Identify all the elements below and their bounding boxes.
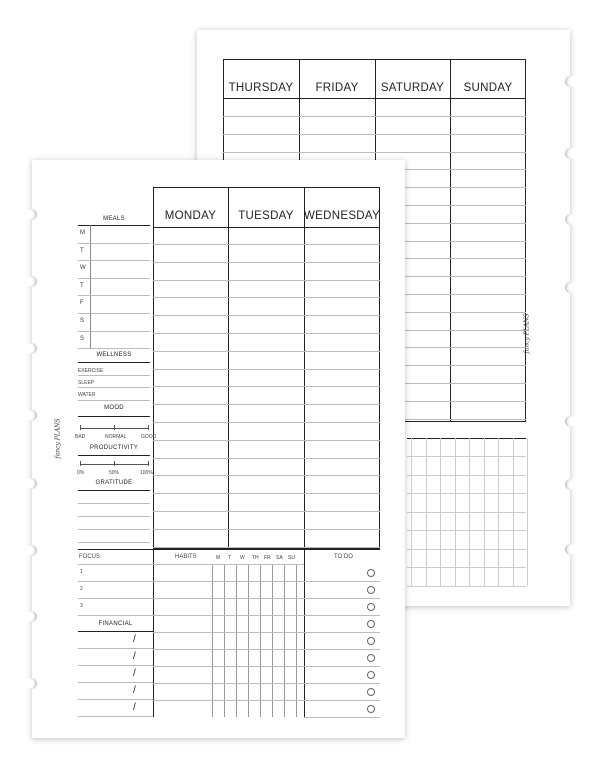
day-header-thursday: THURSDAY — [228, 82, 294, 94]
todo-title: TO DO — [334, 554, 353, 560]
todo-line — [304, 700, 380, 701]
binder-hole — [23, 410, 37, 421]
financial-slash: / — [133, 634, 136, 645]
binder-hole — [23, 678, 37, 689]
productivity-title: PRODUCTIVITY — [89, 445, 139, 451]
meal-row-line — [78, 313, 150, 314]
focus-number-3: 3 — [80, 603, 83, 609]
habit-row-line — [153, 564, 304, 565]
ruled-line — [153, 351, 380, 352]
binder-hole — [565, 479, 579, 490]
ruled-line — [223, 116, 526, 117]
wellness-sleep: SLEEP — [78, 380, 95, 386]
ruled-line — [153, 475, 380, 476]
meal-day-letter: S — [80, 335, 85, 342]
ruled-line — [153, 369, 380, 370]
binder-hole — [565, 416, 579, 427]
financial-line — [78, 648, 153, 649]
grid-line — [407, 475, 526, 476]
productivity-100: 100% — [140, 470, 153, 476]
productivity-0: 0% — [77, 470, 85, 476]
wellness-title: WELLNESS — [96, 352, 132, 358]
habit-column-line — [260, 564, 261, 717]
habit-row-line — [153, 700, 304, 701]
ruled-line — [223, 134, 526, 135]
focus-number-1: 1 — [80, 569, 83, 575]
grid-line — [407, 456, 526, 457]
grid-line — [527, 438, 528, 586]
mood-title: MOOD — [104, 405, 124, 411]
meal-day-letter: F — [80, 300, 84, 307]
ruled-line — [223, 152, 526, 153]
gratitude-line — [78, 542, 150, 543]
meal-row-line — [78, 295, 150, 296]
meal-day-letter: T — [80, 282, 84, 289]
habit-row-line — [153, 615, 304, 616]
ruled-line — [153, 315, 380, 316]
ruled-line — [153, 297, 380, 298]
meal-row-line — [78, 243, 150, 244]
grid-line — [407, 493, 526, 494]
habit-day-label: SA — [276, 555, 283, 561]
binder-hole — [565, 544, 579, 555]
habits-title: HABITS — [175, 554, 197, 560]
habit-day-label: T — [228, 555, 232, 561]
meal-day-letter: T — [80, 247, 84, 254]
ruled-line — [153, 404, 380, 405]
habit-row-line — [153, 581, 304, 582]
meal-row-line — [78, 331, 150, 332]
binder-hole — [23, 276, 37, 287]
meal-day-letter: S — [80, 318, 85, 324]
day-header-tuesday: TUESDAY — [238, 210, 294, 222]
habit-day-label: M — [216, 555, 221, 561]
habit-column-line — [272, 564, 273, 717]
day-header-friday: FRIDAY — [315, 82, 359, 94]
binder-hole — [565, 282, 579, 293]
financial-slash: / — [133, 685, 136, 696]
ruled-line — [153, 547, 380, 548]
todo-checkbox — [367, 620, 375, 628]
financial-title: FINANCIAL — [98, 621, 133, 627]
habit-row-line — [153, 649, 304, 650]
mood-good: GOOD — [141, 434, 157, 440]
habit-day-label: SU — [288, 555, 295, 561]
meal-day-letter: M — [80, 230, 85, 236]
day-header-monday: MONDAY — [164, 210, 217, 222]
habit-column-line — [236, 564, 237, 717]
financial-line — [78, 699, 153, 700]
ruled-line — [153, 529, 380, 530]
habit-column-line — [212, 564, 213, 717]
todo-line — [304, 632, 380, 633]
binder-hole — [23, 343, 37, 354]
todo-checkbox — [367, 654, 375, 662]
ruled-line — [153, 458, 380, 459]
todo-line — [304, 615, 380, 616]
meal-row-line — [78, 278, 150, 279]
ruled-line — [153, 386, 380, 387]
habit-day-label: FR — [264, 555, 271, 561]
binder-hole — [565, 76, 579, 87]
binder-hole — [23, 209, 37, 220]
habit-row-line — [153, 598, 304, 599]
habit-day-label: TH — [252, 555, 259, 561]
todo-checkbox — [367, 569, 375, 577]
grid-line — [407, 567, 526, 568]
todo-checkbox — [367, 637, 375, 645]
todo-checkbox — [367, 688, 375, 696]
day-header-wednesday: WEDNESDAY — [304, 210, 380, 222]
habit-row-line — [153, 666, 304, 667]
financial-slash: / — [133, 702, 136, 713]
ruled-line — [153, 244, 380, 245]
todo-line — [304, 683, 380, 684]
binder-hole — [565, 148, 579, 159]
gratitude-line — [78, 516, 150, 517]
fancy-plans-logo: fancy PLANS — [54, 418, 62, 459]
meals-title: MEALS — [103, 216, 125, 222]
ruled-line — [153, 333, 380, 334]
meal-row-line — [78, 260, 150, 261]
habit-column-line — [296, 564, 297, 717]
ruled-line — [153, 511, 380, 512]
todo-checkbox — [367, 586, 375, 594]
financial-line — [78, 682, 153, 683]
fancy-plans-logo: fancy PLANS — [523, 313, 531, 354]
day-header-sunday: SUNDAY — [463, 82, 513, 94]
mood-bad: BAD — [75, 434, 86, 440]
financial-line — [78, 665, 153, 666]
binder-hole — [23, 478, 37, 489]
binder-hole — [565, 214, 579, 225]
binder-hole — [23, 545, 37, 556]
meal-day-letter: W — [80, 265, 86, 272]
todo-line — [304, 717, 380, 718]
grid-line — [407, 512, 526, 513]
focus-number-2: 2 — [80, 586, 83, 592]
todo-checkbox — [367, 603, 375, 611]
front-planner-page — [32, 160, 405, 738]
ruled-line — [153, 493, 380, 494]
todo-checkbox — [367, 705, 375, 713]
productivity-50: 50% — [109, 470, 120, 476]
gratitude-line — [78, 529, 150, 530]
ruled-line — [153, 262, 380, 263]
todo-line — [304, 649, 380, 650]
todo-line — [304, 598, 380, 599]
ruled-line — [153, 440, 380, 441]
habit-day-label: W — [240, 555, 245, 561]
habit-column-line — [284, 564, 285, 717]
todo-line — [304, 666, 380, 667]
wellness-water: WATER — [78, 392, 96, 398]
financial-line — [78, 716, 153, 717]
financial-slash: / — [133, 668, 136, 679]
habit-row-line — [153, 683, 304, 684]
todo-checkbox — [367, 671, 375, 679]
gratitude-title: GRATITUDE — [95, 480, 133, 486]
todo-line — [304, 581, 380, 582]
grid-line — [407, 549, 526, 550]
ruled-line — [153, 280, 380, 281]
financial-slash: / — [133, 651, 136, 662]
gratitude-line — [78, 503, 150, 504]
wellness-exercise: EXERCISE — [78, 368, 104, 374]
day-header-saturday: SATURDAY — [380, 82, 445, 94]
grid-line — [407, 586, 526, 587]
focus-title: FOCUS — [79, 554, 100, 560]
ruled-line — [153, 422, 380, 423]
habit-column-line — [248, 564, 249, 717]
meal-row-line — [78, 348, 150, 349]
grid-line — [407, 530, 526, 531]
binder-hole — [23, 611, 37, 622]
habit-row-line — [153, 632, 304, 633]
mood-normal: NORMAL — [105, 434, 127, 440]
habit-column-line — [224, 564, 225, 717]
